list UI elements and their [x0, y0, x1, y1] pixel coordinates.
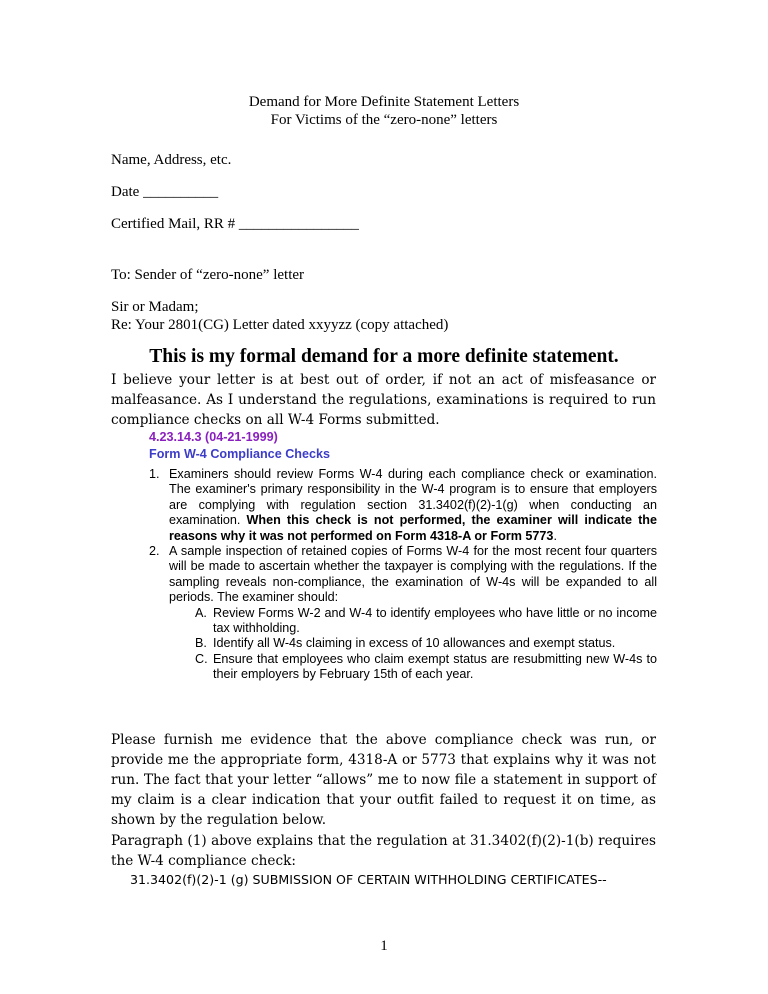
sub-list-item	[195, 636, 657, 651]
intro-paragraph: I believe your letter is at best out of order, if not an act of misfeasance or malfeasance. As I understand the regulations, examinations is required to run compliance checks on all W-4 Forms submitted.	[111, 372, 656, 428]
sub-item-text: Review Forms W-2 and W-4 to identify employees who have little or no income tax withholding.	[213, 605, 657, 636]
document-title: Demand for More Definite Statement Letters	[248, 94, 520, 110]
page-number: 1	[380, 938, 388, 954]
list-item-number: 1.	[149, 467, 160, 481]
compliance-list	[149, 467, 657, 683]
request-paragraph: Please furnish me evidence that the above compliance check was run, or provide me the appropriate form, 4318-A or 5773 that explains why it was not run. The fact that your letter “allows” me to now file a statement in support of my claim is a clear indication that your outfit failed to request it on time, as shown by the regulation below.	[111, 732, 656, 828]
paragraph-reference: Paragraph (1) above explains that the regulation at 31.3402(f)(2)-1(b) requires the W-4 compliance check:	[111, 833, 656, 869]
list-item-text: A sample inspection of retained copies of Forms W-4 for the most recent four quarters will be made to ascertain whether the taxpayer is complying with the regulations. If the sampling reveals non-compliance, the examination of W-4s will be expanded to all periods. The examiner should:	[169, 544, 657, 605]
list-item-tail: .	[553, 528, 557, 543]
date-line: Date __________	[111, 184, 219, 200]
section-title: Form W-4 Compliance Checks	[149, 447, 330, 461]
sub-item-text: Identify all W-4s claiming in excess of 10 allowances and exempt status.	[213, 636, 616, 651]
regulation-heading: 31.3402(f)(2)-1 (g) SUBMISSION OF CERTAIN WITHHOLDING CERTIFICATES--	[130, 872, 607, 887]
sub-item-letter: A.	[195, 605, 207, 620]
list-item	[149, 544, 657, 606]
document-subtitle: For Victims of the “zero-none” letters	[270, 112, 498, 128]
section-number: 4.23.14.3 (04-21-1999)	[149, 430, 278, 444]
list-item-bold-text: When this check is not performed, the examiner will indicate the reasons why it was not performed on Form 4318-A or Form 5773	[169, 513, 657, 543]
demand-heading: This is my formal demand for a more definite statement.	[149, 346, 619, 367]
sub-item-letter: B.	[195, 636, 207, 651]
name-address-line: Name, Address, etc.	[111, 152, 232, 168]
sub-list-item	[195, 606, 657, 637]
sub-item-text: Ensure that employees who claim exempt status are resubmitting new W-4s to their employers by February 15th of each year.	[213, 651, 657, 682]
salutation-line: Sir or Madam;	[111, 299, 199, 315]
list-item-number: 2.	[149, 544, 160, 559]
list-item-text: Examiners should review Forms W-4 during each compliance check or examination. The examiner's primary responsibility in the W-4 program is to ensure that employers are complying with regulation section 31.3402(f)(2)-1(g) when conducting an examination.	[169, 467, 657, 528]
sub-item-letter: C.	[195, 651, 208, 666]
certified-mail-line: Certified Mail, RR # ________________	[111, 216, 359, 232]
sub-list-item	[195, 652, 657, 683]
re-line: Re: Your 2801(CG) Letter dated xxyyzz (copy attached)	[111, 317, 449, 333]
document-title-block	[0, 93, 768, 129]
to-line: To: Sender of “zero-none” letter	[111, 267, 305, 283]
list-item	[149, 467, 657, 544]
